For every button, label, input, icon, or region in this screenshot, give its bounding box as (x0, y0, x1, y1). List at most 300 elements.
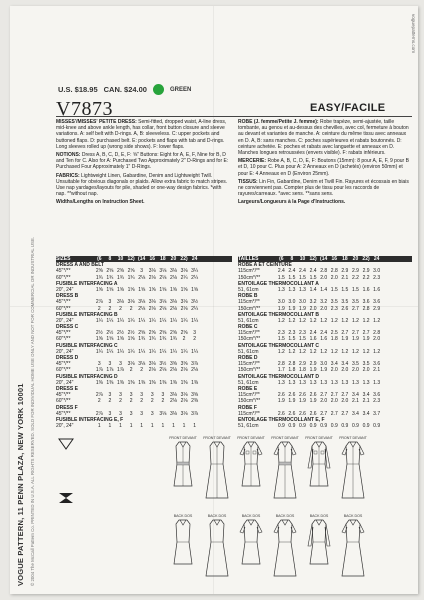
yardage-cell: 3.6 (362, 299, 370, 306)
row-label: 20", 24" (56, 423, 74, 430)
yardage-cell: 1.8 (288, 367, 296, 374)
yardage-cell: 2⅛ (180, 305, 188, 312)
size-cell: 22) (362, 256, 370, 262)
row-label: 45"*/** (56, 410, 71, 417)
yardage-cell: 3.4 (362, 410, 370, 417)
copyright-strip (30, 166, 44, 586)
header-rule (56, 116, 412, 117)
row-label: DRESS E (56, 385, 78, 392)
row-label: ROBE F (238, 404, 257, 411)
yardage-cell: 1.9 (299, 398, 306, 405)
yardage-cell: 3.0 (320, 361, 328, 368)
yardage-cell: 3⅛ (159, 268, 167, 275)
yardage-cell: 1.6 (320, 336, 328, 343)
row-label: DRESS B (56, 293, 79, 300)
yardage-cell: 1.3 (299, 379, 306, 386)
dress-drawing-icon (338, 440, 368, 502)
desc-en: Semi-fitted, dropped waist, A-line dress, mid-knee and above ankle length, has collar, front button closure and sleeve variations. A: self belt with D-rings. A, B: sleeveless. C: upper pockets and buttoned flaps. D: purchased belt. E: pockets and flaps with tab and D-rings. Long sleeves rolled up (wrong side shows). F: lower flaps. (56, 119, 227, 150)
row-label: FUSIBLE INTERFACING E, F (56, 416, 124, 423)
yardage-cell: 2⅛ (159, 274, 167, 281)
row-label: ROBE A ET CEINTURE (238, 262, 292, 269)
yardage-cell: 2.0 (330, 398, 338, 405)
yardage-cell: 3 (140, 410, 144, 417)
dress-view-d-back (270, 514, 300, 580)
mercerie-text: Robe A, B, C, D, E, F: Boutons (15mm): 8 pour A, E, F, 9 pour B et D, 10 pour C. Plus pour A: 2 Anneaux en D (achetés) (environ 50mm) et pour E: 4 Anneaux en D (Environ 25mm). (238, 158, 409, 177)
yardage-cell: 1⅝ (95, 336, 103, 343)
price-can: CAN. $24.00 (103, 85, 147, 94)
yardage-cell: 1.3 (288, 379, 296, 386)
yardage-cell: 3⅛ (148, 299, 156, 306)
yardage-cell: 3 (161, 392, 165, 399)
yardage-cell: 1.2 (362, 317, 370, 324)
yardage-cell: 0.9 (277, 423, 285, 430)
price-line (58, 84, 191, 95)
yardage-cell: 1¼ (95, 348, 103, 355)
dress-drawing-icon (270, 440, 300, 502)
yardage-cell: 3 (108, 299, 112, 306)
front-views (168, 436, 368, 502)
notions-text: Dress A, B, C, D, E, F: ⅝" Buttons: Eight for A, E, F, Nine for B, D and Ten for C. Also for A: Purchased Two Approximately 2" D-Rings and for E: Purchased Four Approximately 1" D-Rings. (56, 152, 229, 171)
yardage-cell: 1.3 (320, 379, 328, 386)
yardage-cell: 3⅛ (148, 361, 156, 368)
yardage-cell: 2.7 (341, 392, 349, 399)
yardage-cell: 3.4 (341, 361, 349, 368)
yardage-cell: 3⅛ (169, 392, 177, 399)
yardage-cell: 1⅜ (106, 379, 114, 386)
yardage-cell: 2.1 (373, 367, 381, 374)
dress-view-e-back (304, 514, 334, 580)
with-nap-symbol-icon (58, 438, 74, 450)
size-cell: 16 (331, 256, 338, 262)
view-caption: BACK DOS (309, 514, 329, 518)
yardage-cell: 1.2 (288, 348, 296, 355)
yardage-cell: 1.5 (277, 336, 285, 343)
yardage-cell: 2.3 (373, 274, 381, 281)
yardage-cell: 2.0 (330, 274, 338, 281)
yardage-cell: 1.2 (309, 317, 317, 324)
yardage-cell: 1.5 (309, 274, 317, 281)
yardage-cell: 0.9 (373, 423, 381, 430)
yardage-cell: 3.6 (373, 361, 381, 368)
row-label: 150cm*/** (238, 274, 261, 281)
row-label: FUSIBLE INTERFACING D (56, 373, 118, 380)
yardage-cell: 3.0 (373, 268, 381, 275)
yardage-cell: 2.6 (309, 410, 317, 417)
yardage-cell: 3¼ (191, 268, 199, 275)
yardage-cell: 2⅞ (95, 410, 103, 417)
yardage-cell: 2.3 (299, 330, 306, 337)
yardage-cell: 2.3 (330, 305, 338, 312)
yardage-cell: 3⅝ (180, 361, 188, 368)
yardage-cell: 2⅝ (106, 268, 114, 275)
yardage-cell: 2.9 (351, 268, 359, 275)
size-cell: (6 (279, 256, 284, 262)
yardage-cell: 3 (193, 330, 197, 337)
yardage-table-french (238, 256, 412, 429)
yardage-cell: 2.7 (320, 392, 328, 399)
yardage-cell: 2.3 (373, 398, 381, 405)
yardage-cell: 2 (182, 336, 186, 343)
yardage-cell: 3⅛ (180, 299, 188, 306)
yardage-cell: 1⅜ (159, 379, 167, 386)
yardage-cell: 2 (140, 367, 144, 374)
yardage-cell: 1.5 (277, 274, 285, 281)
row-label: ENTOILAGE THERMOCOLLANT D (238, 373, 320, 380)
yardage-cell: 1 (172, 423, 175, 430)
yardage-cell: 2.6 (288, 410, 296, 417)
yardage-cell: 2.6 (309, 392, 317, 399)
yardage-cell: 2.7 (320, 410, 328, 417)
yardage-cell: 1.3 (330, 379, 338, 386)
yardage-cell: 1.3 (373, 379, 381, 386)
yardage-cell: 1⅞ (95, 367, 103, 374)
yardage-cell: 1¼ (148, 348, 156, 355)
yardage-cell: 2.6 (277, 392, 285, 399)
yardage-cell: 2 (97, 305, 101, 312)
row-label: 51, 61cm (238, 286, 259, 293)
yardage-cell: 1¼ (191, 348, 199, 355)
yardage-cell: 1¼ (127, 317, 135, 324)
yardage-cell: 1⅜ (95, 379, 103, 386)
color-tag: GREEN (169, 86, 192, 93)
size-cell: 22) (180, 256, 188, 262)
yardage-cell: 2.6 (288, 392, 296, 399)
size-cell: 12) (127, 256, 135, 262)
yardage-cell: 2.6 (299, 410, 306, 417)
dress-view-f-front (338, 436, 368, 502)
yardage-cell: 2.3 (277, 330, 285, 337)
yardage-cell: 2¼ (180, 274, 188, 281)
view-caption: BACK DOS (343, 514, 363, 518)
yardage-cell: 1.2 (341, 348, 349, 355)
yardage-cell: 3⅛ (159, 410, 167, 417)
yardage-cell: 2.2 (351, 274, 359, 281)
yardage-cell: 3 (150, 392, 154, 399)
yardage-cell: 1.2 (351, 317, 359, 324)
yardage-cell: 2 (119, 398, 122, 405)
yardage-cell: 3.5 (351, 361, 359, 368)
yardage-cell: 2⅝ (138, 330, 146, 337)
yardage-cell: 0.9 (320, 423, 328, 430)
size-cell: (14 (320, 256, 328, 262)
yardage-cell: 2⅛ (148, 367, 156, 374)
yardage-cell: 1⅝ (180, 286, 188, 293)
view-caption: FRONT DEVANT (169, 436, 197, 440)
yardage-cell: 2½ (106, 330, 114, 337)
row-label: 150cm*/** (238, 305, 261, 312)
yardage-cell: 1.2 (277, 317, 285, 324)
yardage-cell: 1⅝ (127, 286, 135, 293)
row-label: 115cm*/** (238, 392, 260, 399)
yardage-cell: 1.2 (362, 348, 370, 355)
yardage-cell: 2 (129, 398, 133, 405)
row-label: 45"*/** (56, 268, 71, 275)
yardage-cell: 1.2 (373, 348, 381, 355)
yardage-cell: 1.4 (320, 286, 328, 293)
yardage-cell: 1.2 (320, 317, 328, 324)
yardage-cell: 2.4 (309, 268, 317, 275)
back-views (168, 514, 368, 580)
yardage-cell: 3.0 (277, 299, 285, 306)
dress-drawing-icon (202, 440, 232, 502)
row-label: ENTOILAGE THERMOCOLLANT A (238, 280, 319, 287)
yardage-cell: 1¼ (138, 348, 146, 355)
yardage-cell: 1¾ (169, 336, 177, 343)
view-caption: FRONT DEVANT (339, 436, 367, 440)
yardage-cell: 1.3 (288, 286, 296, 293)
yardage-cell: 2 (108, 398, 112, 405)
yardage-cell: 2.7 (351, 305, 359, 312)
row-label: FUSIBLE INTERFACING B (56, 311, 118, 318)
yardage-cell: 2.0 (341, 398, 349, 405)
yardage-cell: 1¼ (159, 348, 167, 355)
row-label: FUSIBLE INTERFACING A (56, 280, 118, 287)
copyright-text: © 2004 The McCall Pattern Co. PRINTED IN U.S.A. ALL RIGHTS RESERVED. SOLD FOR INDIVIDUAL HOME USE ONLY AND NOT FOR COMMERCIAL OR INDUSTRIAL USE. (30, 236, 35, 586)
yardage-cell: 1¾ (159, 336, 167, 343)
yardage-cell: 1⅝ (148, 286, 156, 293)
yardage-cell: 2.8 (320, 268, 328, 275)
yardage-cell: 2 (108, 305, 112, 312)
yardage-cell: 1⅝ (191, 286, 199, 293)
yardage-cell: 2⅝ (95, 268, 103, 275)
yardage-cell: 2.8 (277, 361, 285, 368)
fabrics-text: Lightweight Linen, Gabardine, Denim and Lightweight Twill. Unsuitable for obvious diagonals or plaids. Allow extra fabric to match stripes. Use nap yardages/layouts for pile, shaded or one-way design fabrics. *with nap. **without nap. (56, 172, 228, 198)
yardage-cell: 1.3 (362, 379, 370, 386)
size-cell: 8 (108, 256, 112, 262)
yardage-cell: 3.4 (351, 410, 359, 417)
size-cell: 12) (309, 256, 317, 262)
widths-heading-fr: Largeurs/Longueurs à la Page d'Instructions. (238, 199, 346, 206)
yardage-cell: 1.2 (299, 317, 306, 324)
yardage-cell: 1.2 (299, 348, 306, 355)
sizes-label: TAILLES (238, 256, 259, 262)
yardage-cell: 3⅛ (180, 268, 188, 275)
row-label: ENTOILAGE THERMOCOLLANT B (238, 311, 320, 318)
yardage-cell: 1⅝ (159, 286, 167, 293)
yardage-cell: 1.3 (277, 379, 285, 386)
yardage-cell: 1.5 (299, 274, 306, 281)
yardage-cell: 2.8 (288, 361, 296, 368)
view-caption: BACK DOS (207, 514, 227, 518)
yardage-cell: 2.6 (277, 410, 285, 417)
dress-drawing-icon (304, 518, 334, 580)
yardage-cell: 1 (108, 423, 112, 430)
yardage-cell: 1¼ (95, 317, 103, 324)
yardage-cell: 1⅝ (169, 286, 177, 293)
row-label: 20", 24" (56, 379, 74, 386)
yardage-cell: 1.9 (288, 398, 296, 405)
yardage-cell: 3.5 (351, 299, 359, 306)
size-cell: 10 (117, 256, 124, 262)
row-label: 60"*/** (56, 274, 71, 281)
yardage-cell: 3 (140, 392, 144, 399)
yardage-cell: 1¼ (117, 348, 124, 355)
yardage-cell: 1¼ (148, 317, 156, 324)
yardage-cell: 2⅛ (169, 398, 177, 405)
dress-drawing-icon (168, 440, 198, 502)
yardage-cell: 2.4 (299, 268, 306, 275)
size-cell: 18 (160, 256, 166, 262)
english-description (56, 119, 232, 208)
yardage-cell: 3.4 (330, 361, 338, 368)
yardage-cell: 1.8 (299, 367, 306, 374)
title-en: MISSES'/MISSES' PETITE DRESS: (56, 119, 137, 125)
yardage-cell: 3 (150, 410, 154, 417)
dress-view-a-front (168, 436, 198, 502)
yardage-cell: 3⅛ (148, 268, 156, 275)
yardage-row (56, 423, 232, 429)
tissus-text: Lin Fin, Gabardine, Denim et Twill Fin. Rayures et écossais en biais ne conviennent pas. Compter plus de tissu pour les raccords de rayures/carreaux. *avec sens. **sans sens. (238, 178, 409, 198)
row-label: 51, 61cm (238, 423, 259, 430)
yardage-cell: 2¼ (191, 274, 199, 281)
yardage-cell: 2.3 (288, 330, 296, 337)
row-label: 60"*/** (56, 367, 71, 374)
row-label: 20", 24" (56, 286, 74, 293)
yardage-cell: 3.4 (351, 392, 359, 399)
row-label: 45"*/** (56, 361, 71, 368)
size-cell: 10 (299, 256, 306, 262)
yardage-cell: 2⅛ (169, 274, 177, 281)
yardage-cell: 1⅝ (106, 286, 114, 293)
row-label: ROBE B (238, 293, 258, 300)
yardage-cell: 1.4 (309, 286, 317, 293)
yardage-cell: 3⅛ (159, 299, 167, 306)
yardage-cell: 2.1 (362, 398, 370, 405)
yardage-cell: 2.8 (330, 268, 338, 275)
yardage-cell: 2 (129, 305, 133, 312)
yardage-cell: 1¾ (138, 336, 146, 343)
yardage-cell: 2.6 (341, 305, 349, 312)
view-caption: FRONT DEVANT (305, 436, 333, 440)
yardage-cell: 3½ (191, 299, 199, 306)
yardage-cell: 2.0 (309, 305, 317, 312)
yardage-cell: 1.9 (277, 398, 285, 405)
yardage-cell: 3⅛ (127, 299, 135, 306)
yardage-cell: 3 (119, 361, 122, 368)
row-label: 150cm*/** (238, 398, 261, 405)
dress-view-d-front (270, 436, 300, 502)
yardage-cell: 3.5 (330, 299, 338, 306)
yardage-cell: 1 (119, 423, 122, 430)
row-label: FUSIBLE INTERFACING C (56, 342, 118, 349)
yardage-cell: 2⅞ (95, 392, 103, 399)
yardage-cell: 2.7 (341, 410, 349, 417)
yardage-cell: 2.4 (288, 268, 296, 275)
yardage-cell: 3.6 (373, 299, 381, 306)
yardage-table-english (56, 256, 232, 429)
yardage-cell: 3.5 (341, 299, 349, 306)
yardage-cell: 3⅛ (169, 268, 177, 275)
yardage-cell: 1¼ (117, 317, 124, 324)
yardage-cell: 2.0 (320, 274, 328, 281)
french-description (238, 119, 412, 208)
yardage-cell: 2.7 (351, 330, 359, 337)
yardage-cell: 2⅛ (159, 367, 167, 374)
row-label: 115cm*/** (238, 268, 260, 275)
dress-drawing-icon (338, 518, 368, 580)
yardage-cell: 1⅜ (138, 379, 146, 386)
yardage-cell: 3⅛ (138, 361, 146, 368)
yardage-cell: 2½ (127, 330, 135, 337)
yardage-cell: 2.9 (341, 268, 349, 275)
yardage-cell: 2⅞ (95, 299, 103, 306)
size-cell: 16 (149, 256, 156, 262)
row-label: ROBE D (238, 355, 258, 361)
yardage-cell: 3⅛ (169, 410, 177, 417)
yardage-cell: 0.9 (341, 423, 349, 430)
yardage-cell: 0.9 (351, 423, 359, 430)
yardage-cell: 1¾ (117, 274, 124, 281)
yardage-cell: 2.1 (341, 274, 349, 281)
size-cell: 8 (290, 256, 294, 262)
yardage-cell: 2⅛ (138, 305, 146, 312)
yardage-cell: 0.9 (309, 423, 317, 430)
yardage-cell: 3.6 (373, 392, 381, 399)
yardage-cell: 1¼ (191, 317, 199, 324)
row-label: 115cm*/** (238, 299, 260, 306)
row-label: 20", 24" (56, 348, 74, 355)
row-label: DRESS A AND BELT (56, 262, 104, 269)
difficulty-label: EASY/FACILE (310, 102, 386, 114)
tissus-label: TISSUS: (238, 178, 258, 185)
yardage-cell: 1.2 (288, 317, 296, 324)
yardage-cell: 1.3 (351, 379, 359, 386)
title-fr: ROBE (J. femme/Petite J. femme): (238, 119, 319, 125)
yardage-cell: 3⅛ (169, 299, 177, 306)
dress-view-b-front (202, 436, 232, 502)
yardage-cell: 2½ (117, 330, 124, 337)
yardage-cell: 1.2 (320, 348, 328, 355)
yardage-cell: 1.9 (277, 305, 285, 312)
yardage-cell: 1⅝ (138, 286, 146, 293)
yardage-row (238, 423, 412, 429)
view-caption: BACK DOS (173, 514, 193, 518)
row-label: 45"*/** (56, 330, 71, 337)
yardage-cell: 3.7 (373, 410, 381, 417)
yardage-cell: 1¾ (148, 336, 156, 343)
yardage-cell: 1.8 (330, 336, 338, 343)
yardage-cell: 1 (193, 423, 197, 430)
yardage-cell: 1 (161, 423, 165, 430)
yardage-cell: 2⅝ (180, 330, 188, 337)
yardage-cell: 2.7 (362, 330, 370, 337)
yardage-cell: 1.9 (341, 336, 349, 343)
dress-drawing-icon (304, 440, 334, 502)
dress-view-e-front (304, 436, 334, 502)
yardage-cell: 3⅛ (117, 299, 124, 306)
yardage-cell: 1¼ (180, 348, 188, 355)
yardage-cell: 2.0 (351, 367, 359, 374)
row-label: ROBE E (238, 385, 258, 392)
yardage-cell: 1⅞ (117, 367, 124, 374)
yardage-cell: 1.9 (299, 305, 306, 312)
yardage-cell: 1.3 (299, 286, 306, 293)
yardage-cell: 2⅛ (159, 305, 167, 312)
yardage-cell: 2⅝ (127, 268, 135, 275)
size-cell: 24 (373, 256, 380, 262)
yardage-cell: 1.2 (330, 317, 338, 324)
publisher-spine (16, 166, 28, 586)
price-us: U.S. $18.95 (58, 85, 98, 94)
size-cell: 18 (342, 256, 348, 262)
yardage-cell: 2.8 (373, 330, 381, 337)
yardage-cell: 1 (129, 423, 133, 430)
yardage-cell: 1.9 (351, 336, 359, 343)
yardage-cell: 1.2 (373, 317, 381, 324)
row-label: 60"*/** (56, 305, 71, 312)
yardage-cell: 1.2 (341, 317, 349, 324)
yardage-cell: 3⅝ (169, 361, 177, 368)
